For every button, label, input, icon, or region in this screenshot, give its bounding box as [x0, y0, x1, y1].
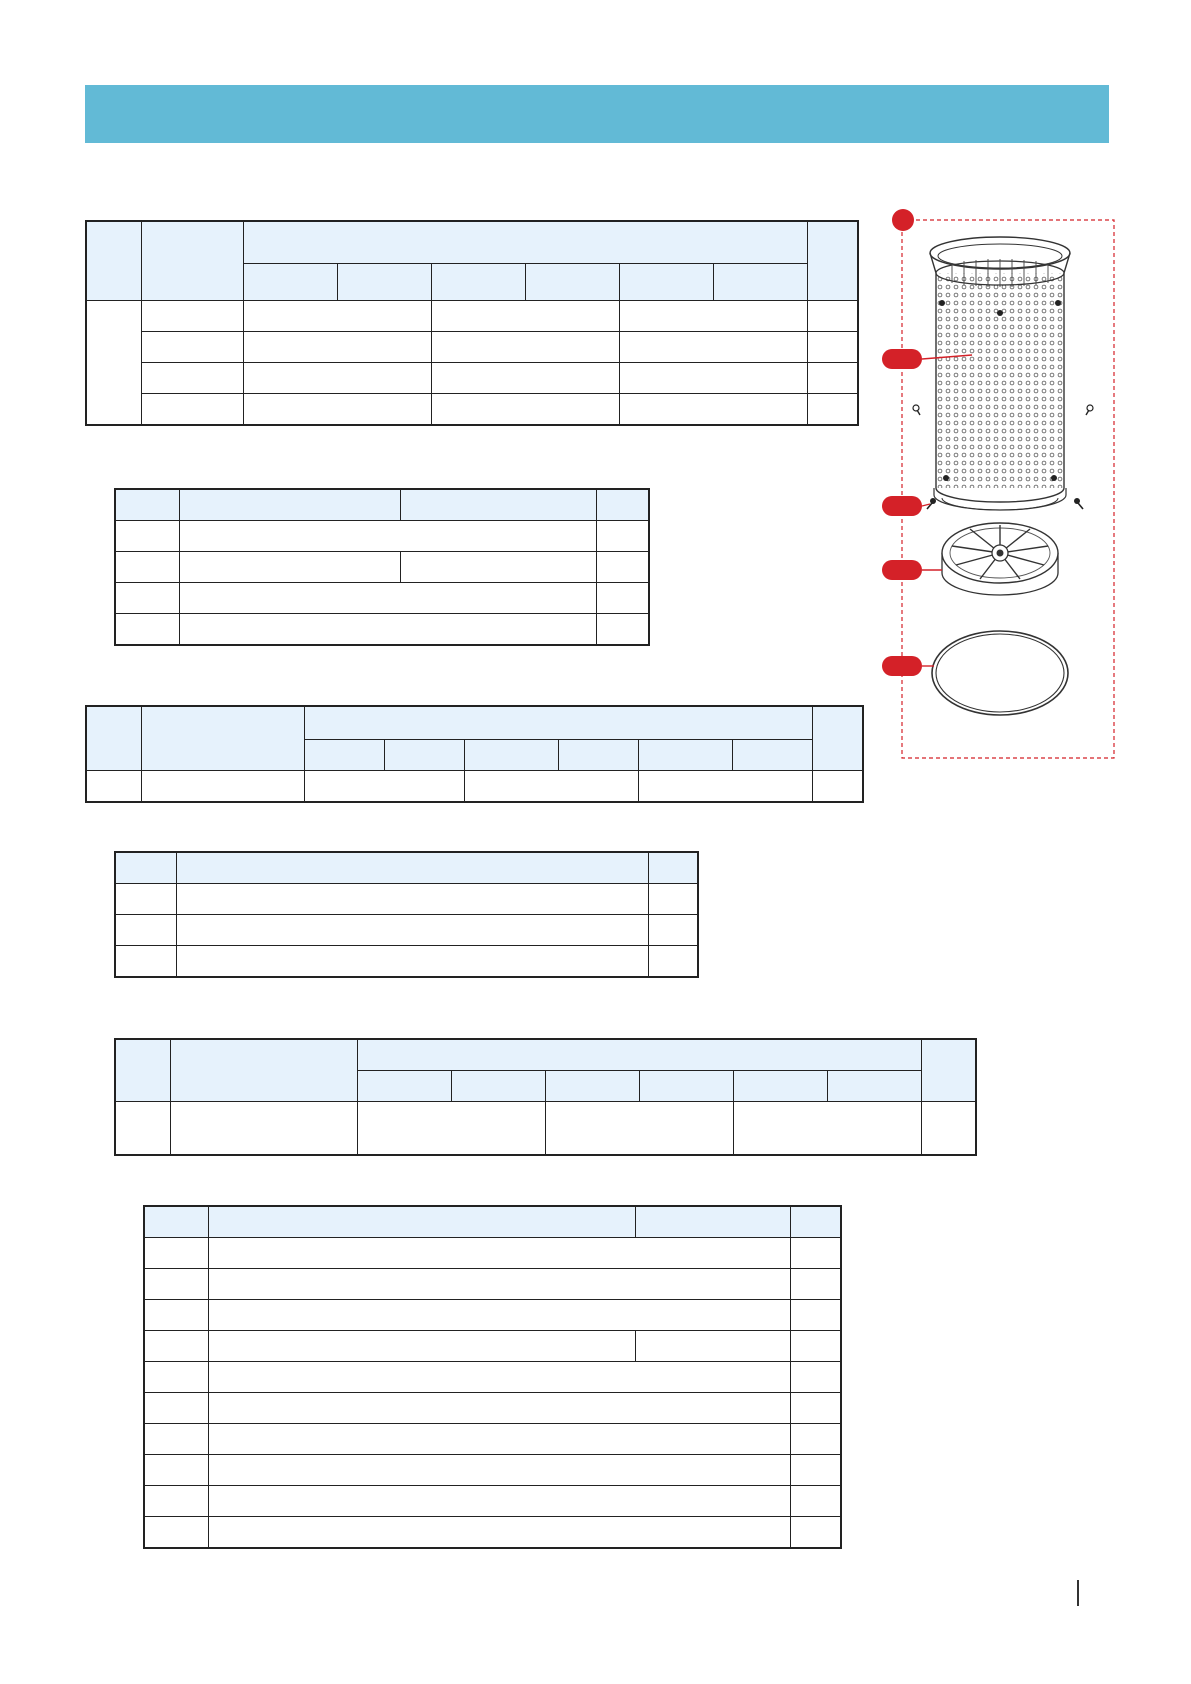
screw-icon — [927, 498, 936, 509]
table-cell — [144, 1486, 208, 1517]
table-cell — [638, 740, 732, 771]
table-row — [115, 1102, 976, 1156]
table-row — [115, 1039, 976, 1071]
table-cell — [807, 301, 858, 332]
table-cell — [807, 221, 858, 301]
table-cell — [176, 852, 648, 884]
table-cell — [144, 1393, 208, 1424]
table-cell — [400, 552, 596, 583]
table-cell — [208, 1300, 790, 1331]
table-cell — [807, 332, 858, 363]
table-cell — [243, 263, 337, 300]
table-cell — [115, 489, 179, 521]
table-cell — [208, 1455, 790, 1486]
table-row — [86, 332, 858, 363]
table-cell — [86, 221, 141, 301]
table-cell — [208, 1486, 790, 1517]
parts-table-4 — [114, 851, 699, 978]
table-cell — [176, 884, 648, 915]
table-cell — [86, 301, 141, 426]
header-band — [85, 85, 1109, 143]
table-cell — [141, 332, 243, 363]
table-cell — [596, 552, 649, 583]
table-cell — [243, 221, 807, 263]
table-row — [86, 363, 858, 394]
table-cell — [619, 301, 807, 332]
table-cell — [921, 1102, 976, 1156]
table-cell — [115, 583, 179, 614]
table-row — [144, 1362, 841, 1393]
table-cell — [170, 1039, 357, 1102]
callout-dot — [892, 209, 914, 231]
table-cell — [648, 852, 698, 884]
table-row — [86, 221, 858, 263]
table-cell — [732, 740, 812, 771]
table-cell — [790, 1517, 841, 1549]
table-cell — [144, 1269, 208, 1300]
table-cell — [596, 521, 649, 552]
table-cell — [545, 1102, 733, 1156]
table-cell — [790, 1424, 841, 1455]
table-cell — [141, 221, 243, 301]
table-cell — [179, 489, 400, 521]
table-cell — [648, 915, 698, 946]
page-number-divider — [1077, 1580, 1079, 1606]
table-cell — [176, 915, 648, 946]
table-cell — [713, 263, 807, 300]
table-cell — [635, 1331, 790, 1362]
table-row — [115, 614, 649, 646]
table-cell — [558, 740, 638, 771]
table-cell — [827, 1071, 921, 1102]
table-cell — [115, 552, 179, 583]
table-row — [115, 552, 649, 583]
table-row — [144, 1269, 841, 1300]
screw-icon — [1074, 498, 1083, 509]
table-cell — [812, 771, 863, 803]
table-cell — [115, 884, 176, 915]
table-cell — [208, 1362, 790, 1393]
table-row — [86, 706, 863, 740]
table-cell — [179, 583, 596, 614]
table-cell — [115, 521, 179, 552]
table-row — [86, 394, 858, 426]
basket-drum-icon — [930, 237, 1070, 510]
callout-badge — [882, 560, 942, 580]
table-cell — [144, 1238, 208, 1269]
table-row — [144, 1424, 841, 1455]
spec-table-5 — [114, 1038, 977, 1156]
table-cell — [243, 363, 431, 394]
table-cell — [179, 614, 596, 646]
table-cell — [790, 1331, 841, 1362]
table-cell — [176, 946, 648, 978]
table-cell — [545, 1071, 639, 1102]
table-row — [144, 1455, 841, 1486]
table-row — [144, 1486, 841, 1517]
table-cell — [115, 1039, 170, 1102]
table-cell — [790, 1455, 841, 1486]
table-cell — [431, 394, 619, 426]
table-cell — [208, 1424, 790, 1455]
table-cell — [115, 915, 176, 946]
table-cell — [208, 1269, 790, 1300]
table-cell — [243, 394, 431, 426]
table-cell — [86, 706, 141, 771]
table-cell — [431, 363, 619, 394]
table-row — [144, 1393, 841, 1424]
table-cell — [208, 1238, 790, 1269]
table-cell — [337, 263, 431, 300]
table-row — [144, 1238, 841, 1269]
spec-table-1 — [85, 220, 859, 426]
table-cell — [733, 1071, 827, 1102]
table-cell — [304, 706, 812, 740]
table-row — [144, 1517, 841, 1549]
table-cell — [619, 263, 713, 300]
table-cell — [115, 852, 176, 884]
table-cell — [921, 1039, 976, 1102]
table-cell — [86, 771, 141, 803]
table-cell — [451, 1071, 545, 1102]
table-cell — [790, 1393, 841, 1424]
table-cell — [179, 521, 596, 552]
table-cell — [141, 394, 243, 426]
table-cell — [596, 614, 649, 646]
table-cell — [807, 363, 858, 394]
table-cell — [431, 301, 619, 332]
table-cell — [141, 706, 304, 771]
table-row — [115, 946, 698, 978]
table-cell — [243, 332, 431, 363]
table-cell — [635, 1206, 790, 1238]
table-cell — [144, 1362, 208, 1393]
table-cell — [141, 301, 243, 332]
table-row — [86, 301, 858, 332]
table-cell — [141, 771, 304, 803]
table-cell — [144, 1424, 208, 1455]
table-row — [115, 521, 649, 552]
screw-icon — [1086, 405, 1093, 415]
exploded-parts-diagram — [880, 203, 1120, 763]
table-row — [86, 771, 863, 803]
table-cell — [400, 489, 596, 521]
table-row — [115, 489, 649, 521]
table-cell — [304, 740, 384, 771]
table-cell — [464, 740, 558, 771]
table-row — [115, 583, 649, 614]
table-cell — [464, 771, 638, 803]
table-cell — [648, 884, 698, 915]
table-row — [115, 852, 698, 884]
callout-badge — [882, 656, 934, 676]
table-cell — [384, 740, 464, 771]
table-cell — [596, 489, 649, 521]
table-cell — [790, 1206, 841, 1238]
table-cell — [639, 1071, 733, 1102]
table-cell — [812, 706, 863, 771]
table-cell — [208, 1331, 635, 1362]
table-cell — [115, 946, 176, 978]
table-cell — [790, 1362, 841, 1393]
table-cell — [790, 1238, 841, 1269]
table-cell — [357, 1102, 545, 1156]
seal-ring-icon — [932, 631, 1068, 715]
table-row — [115, 884, 698, 915]
table-cell — [144, 1300, 208, 1331]
callout-badge — [882, 496, 930, 516]
table-cell — [733, 1102, 921, 1156]
table-cell — [144, 1517, 208, 1549]
table-cell — [179, 552, 400, 583]
table-row — [115, 915, 698, 946]
table-cell — [596, 583, 649, 614]
pulsator-icon — [942, 523, 1058, 595]
screw-icon — [913, 405, 920, 415]
table-row — [144, 1300, 841, 1331]
table-cell — [648, 946, 698, 978]
table-cell — [619, 363, 807, 394]
table-cell — [208, 1206, 635, 1238]
table-cell — [208, 1517, 790, 1549]
parts-table-6 — [143, 1205, 842, 1549]
table-cell — [790, 1269, 841, 1300]
table-cell — [431, 332, 619, 363]
table-cell — [790, 1300, 841, 1331]
table-cell — [141, 363, 243, 394]
table-cell — [807, 394, 858, 426]
table-row — [144, 1331, 841, 1362]
table-cell — [208, 1393, 790, 1424]
table-cell — [357, 1071, 451, 1102]
table-cell — [144, 1206, 208, 1238]
table-row — [144, 1206, 841, 1238]
table-cell — [619, 332, 807, 363]
table-cell — [357, 1039, 921, 1071]
table-cell — [243, 301, 431, 332]
table-cell — [619, 394, 807, 426]
table-cell — [144, 1455, 208, 1486]
spec-table-3 — [85, 705, 864, 803]
table-cell — [638, 771, 812, 803]
table-cell — [525, 263, 619, 300]
table-cell — [115, 614, 179, 646]
table-cell — [115, 1102, 170, 1156]
table-cell — [304, 771, 464, 803]
parts-table-2 — [114, 488, 650, 646]
table-cell — [170, 1102, 357, 1156]
table-cell — [790, 1486, 841, 1517]
table-cell — [431, 263, 525, 300]
table-cell — [144, 1331, 208, 1362]
